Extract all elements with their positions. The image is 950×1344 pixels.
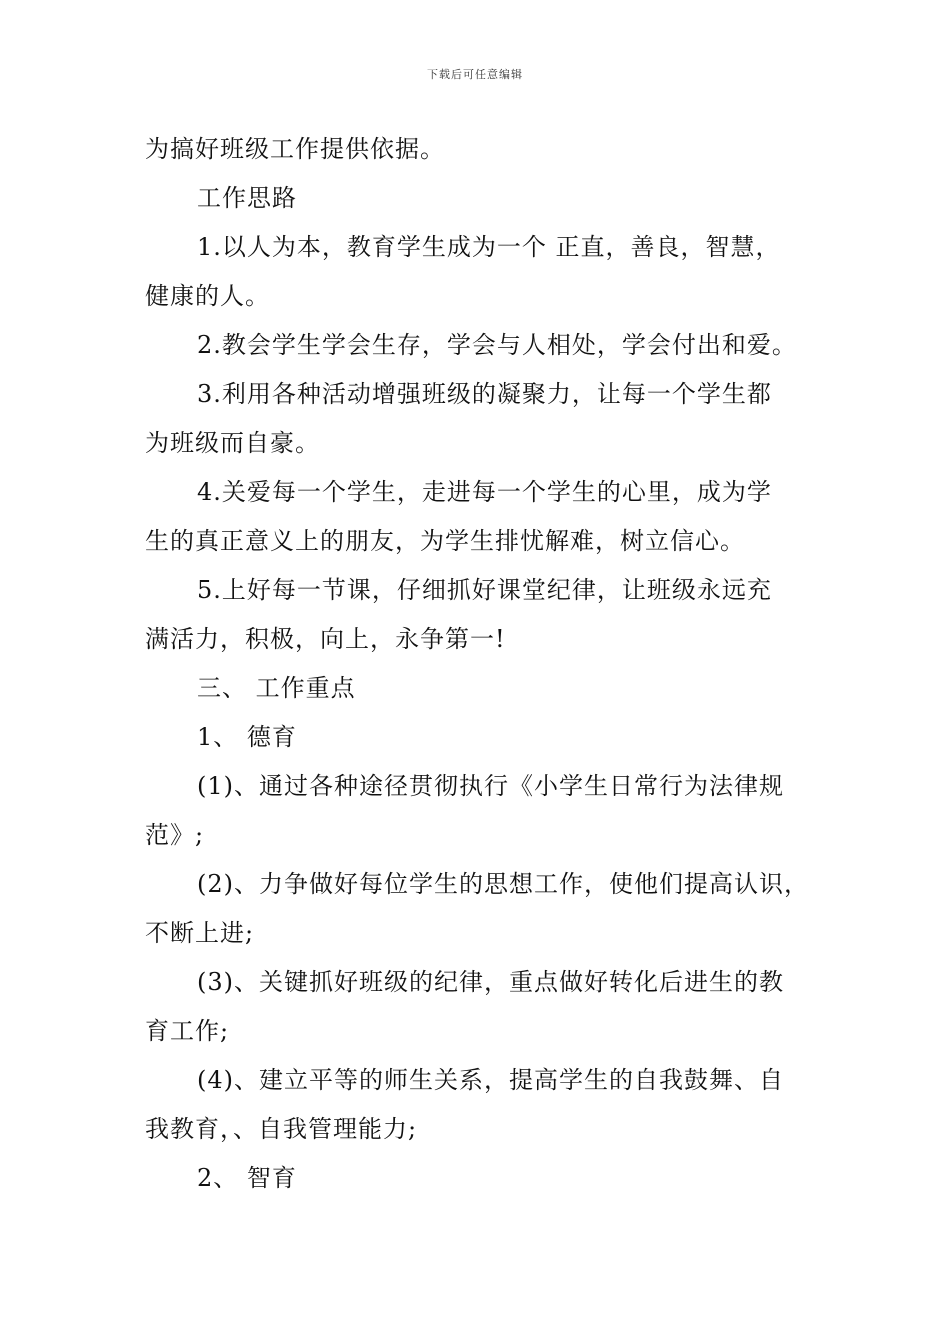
moral-item-2-continued: 不断上进; <box>145 919 255 947</box>
list-item-5: 5.上好每一节课，仔细抓好课堂纪律，让班级永远充 <box>197 576 772 604</box>
list-item-3: 3.利用各种活动增强班级的凝聚力，让每一个学生都 <box>197 380 772 408</box>
section-heading-work-focus: 三、 工作重点 <box>197 674 356 702</box>
moral-item-1: (1)、通过各种途径贯彻执行《小学生日常行为法律规 <box>197 772 784 800</box>
list-item-4-continued: 生的真正意义上的朋友，为学生排忧解难，树立信心。 <box>145 527 745 555</box>
list-item-3-continued: 为班级而自豪。 <box>145 429 320 457</box>
document-body <box>145 125 825 1203</box>
page-header-note: 下载后可任意编辑 <box>427 68 523 81</box>
subsection-heading-intellectual: 2、 智育 <box>197 1164 297 1192</box>
moral-item-1-continued: 范》; <box>145 821 205 849</box>
list-item-5-continued: 满活力，积极，向上，永争第一! <box>145 625 506 653</box>
list-item-4: 4.关爱每一个学生，走进每一个学生的心里，成为学 <box>197 478 772 506</box>
list-item-2: 2.教会学生学会生存，学会与人相处，学会付出和爱。 <box>197 331 797 359</box>
list-item-1-continued: 健康的人。 <box>145 282 270 310</box>
paragraph-line-1: 为搞好班级工作提供依据。 <box>145 135 445 163</box>
moral-item-4-continued: 我教育，、自我管理能力; <box>145 1115 418 1143</box>
moral-item-3: (3)、关键抓好班级的纪律，重点做好转化后进生的教 <box>197 968 784 996</box>
moral-item-3-continued: 育工作; <box>145 1017 230 1045</box>
moral-item-2: (2)、力争做好每位学生的思想工作，使他们提高认识， <box>197 870 809 898</box>
moral-item-4: (4)、建立平等的师生关系，提高学生的自我鼓舞、自 <box>197 1066 784 1094</box>
section-heading-work-ideas: 工作思路 <box>197 184 297 212</box>
subsection-heading-moral: 1、 德育 <box>197 723 297 751</box>
list-item-1: 1.以人为本，教育学生成为一个 正直，善良，智慧， <box>197 233 781 261</box>
